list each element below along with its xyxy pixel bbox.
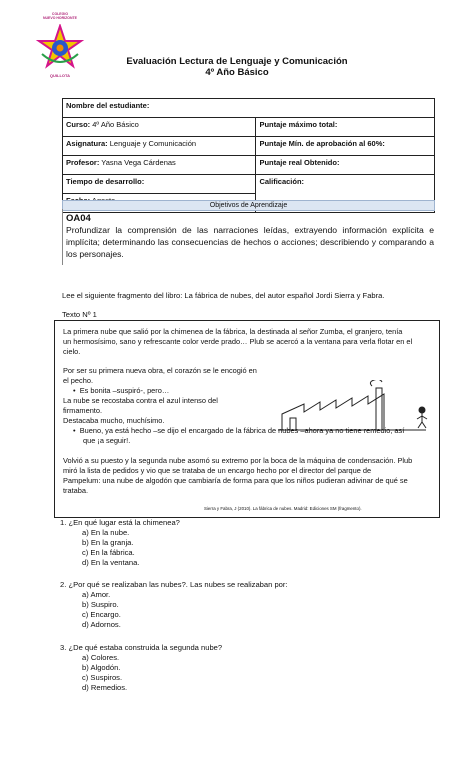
story-paragraph-1 xyxy=(63,327,435,357)
story-line: Pampelum: una nube de algodón que cambiaría de forma para que los niños pudieran adivinar de qué se xyxy=(63,476,408,485)
answer-option[interactable]: d) En la ventana. xyxy=(82,558,140,567)
story-bullet: • Es bonita –suspiró-, pero… xyxy=(73,386,170,395)
school-name xyxy=(28,12,92,20)
answer-option[interactable]: d) Remedios. xyxy=(82,683,128,692)
school-name-line-1: COLEGIO xyxy=(51,12,69,16)
table-row xyxy=(63,156,435,175)
question-stem: 1. ¿En qué lugar está la chimenea? xyxy=(60,518,180,527)
story-paragraph-4 xyxy=(63,456,437,496)
story-paragraph-2 xyxy=(63,366,283,426)
time-label: Tiempo de desarrollo: xyxy=(66,177,145,186)
story-line: firmamento. xyxy=(63,406,103,415)
story-line: un hermosísimo, sano y refrescante color verde prado… Plub se acercó a la ventana para verla flotar en el xyxy=(63,337,413,346)
objectives-border xyxy=(62,209,63,265)
text-label: Texto Nº 1 xyxy=(62,310,97,319)
student-info-table xyxy=(62,98,435,213)
story-line: Destacaba mucho, muchísimo. xyxy=(63,416,165,425)
page-title: Evaluación Lectura de Lenguaje y Comunicación xyxy=(126,56,348,67)
question-2 xyxy=(60,580,288,630)
answer-option[interactable]: a) Amor. xyxy=(82,590,111,599)
objective-text: Profundizar la comprensión de las narraciones leídas, extrayendo información explícita e implícita; determinando las consecuencias de hechos o acciones; describiendo y comparando a los personajes. xyxy=(66,225,434,259)
answer-option[interactable]: c) Suspiros. xyxy=(82,673,123,682)
table-row xyxy=(63,137,435,156)
story-line: que ¡a seguir!. xyxy=(83,436,131,445)
grade-label: Calificación: xyxy=(259,177,305,186)
story-line: miró la lista de pedidos y vio que se trataba de un encargo hecho por el director del parque de xyxy=(63,466,372,475)
story-bullet-text: Es bonita –suspiró-, pero… xyxy=(79,386,170,395)
question-stem: 3. ¿De qué estaba construida la segunda nube? xyxy=(60,643,223,652)
story-line: el pecho. xyxy=(63,376,93,385)
answer-option[interactable]: c) Encargo. xyxy=(82,610,121,619)
answer-option[interactable]: c) En la fábrica. xyxy=(82,548,135,557)
subject-value: Lenguaje y Comunicación xyxy=(107,139,197,148)
answer-option[interactable]: a) En la nube. xyxy=(82,528,130,537)
school-city: QUILLOTA xyxy=(49,73,71,78)
teacher-value: Yasna Vega Cárdenas xyxy=(99,158,176,167)
table-row xyxy=(63,175,435,194)
course-value: 4º Año Básico xyxy=(90,120,139,129)
answer-option[interactable]: a) Colores. xyxy=(82,653,120,662)
answer-option[interactable]: b) Algodón. xyxy=(82,663,121,672)
min-score-label: Puntaje Mín. de aprobación al 60%: xyxy=(259,139,385,148)
story-line: Volvió a su puesto y la segunda nube asomó su extremo por la boca de la máquina de condensación. Plub xyxy=(63,456,413,465)
story-line: cielo. xyxy=(63,347,81,356)
answer-option[interactable]: d) Adornos. xyxy=(82,620,121,629)
school-name-line-2: NUEVO HORIZONTE xyxy=(42,16,78,20)
story-line: La nube se recostaba contra el azul intenso del xyxy=(63,396,218,405)
objective-code: OA04 xyxy=(66,213,91,224)
story-line: Por ser su primera nueva obra, el corazón se le encogió en xyxy=(63,366,257,375)
page-subtitle: 4º Año Básico xyxy=(205,67,269,78)
answer-option[interactable]: b) En la granja. xyxy=(82,538,134,547)
student-name-field[interactable] xyxy=(63,99,435,118)
teacher-label: Profesor: xyxy=(66,158,100,167)
course-label: Curso: xyxy=(66,120,91,129)
story-line: La primera nube que salió por la chimenea de la fábrica, la destinada al señor Zumba, el granjero, tenía xyxy=(63,327,403,336)
student-name-label: Nombre del estudiante: xyxy=(66,101,150,110)
question-3 xyxy=(60,643,222,693)
table-row xyxy=(63,118,435,137)
factory-illustration-icon xyxy=(276,380,436,440)
story-bullet-text: Bueno, ya está hecho –se dijo el encargado de la fábrica de nubes –ahora ya no tiene remedio, así xyxy=(79,426,405,435)
question-stem: 2. ¿Por qué se realizaban las nubes?. Las nubes se realizaban por: xyxy=(60,580,288,589)
reading-intro: Lee el siguiente fragmento del libro: La fábrica de nubes, del autor español Jordi Sierra y Fabra. xyxy=(62,291,385,300)
story-bullet: • Bueno, ya está hecho –se dijo el encargado de la fábrica de nubes –ahora ya no tiene remedio, así xyxy=(73,426,405,435)
subject-label: Asignatura: xyxy=(66,139,108,148)
answer-option[interactable]: b) Suspiro. xyxy=(82,600,119,609)
max-score-label: Puntaje máximo total: xyxy=(259,120,338,129)
objectives-heading: Objetivos de Aprendizaje xyxy=(62,200,435,211)
citation: Sierra y Fabra, J (2010). La fábrica de nubes. Madrid: Ediciones SM (fragmento). xyxy=(204,506,362,511)
table-row xyxy=(63,99,435,118)
real-score-label: Puntaje real Obtenido: xyxy=(259,158,340,167)
question-1 xyxy=(60,518,180,568)
story-line: trataba. xyxy=(63,486,89,495)
